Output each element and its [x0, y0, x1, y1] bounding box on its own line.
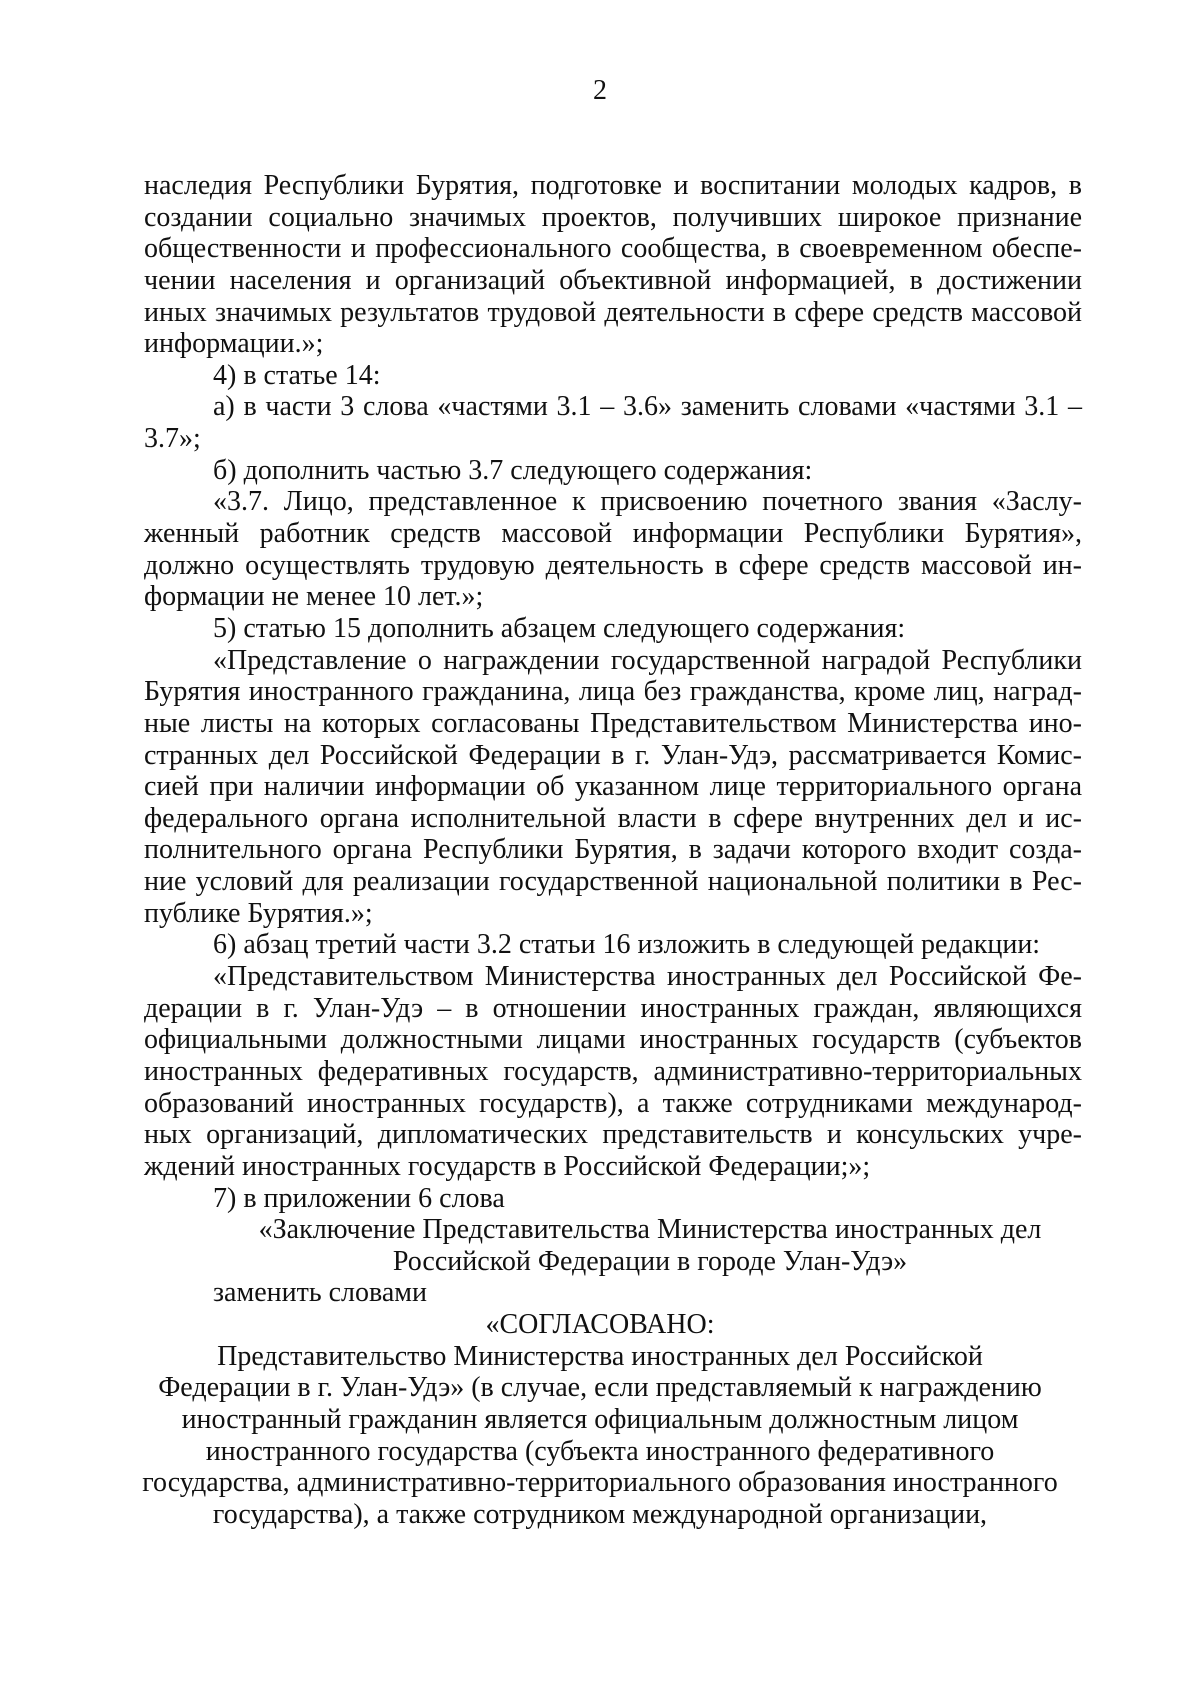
- text-line: заменить словами: [213, 1277, 427, 1309]
- text-line: б) дополнить частью 3.7 следующего содержания:: [213, 454, 813, 486]
- text-line-centered: Представительство Министерства иностранных дел Российской: [217, 1340, 983, 1372]
- text-line: чении населения и организаций объективной информацией, в достижении: [144, 264, 1082, 296]
- text-line: ных организаций, дипломатических представительств и консульских учре-: [144, 1119, 1082, 1151]
- text-line: информации.»;: [144, 328, 324, 360]
- text-line: иных значимых результатов трудовой деятельности в сфере средств массовой: [144, 296, 1082, 328]
- text-line: 5) статью 15 дополнить абзацем следующего содержания:: [213, 612, 906, 644]
- text-line-centered: иностранного государства (субъекта иностранного федеративного: [205, 1435, 995, 1467]
- text-line: женный работник средств массовой информации Республики Бурятия»,: [144, 518, 1082, 550]
- text-line-centered: государства, административно-территориального образования иностранного: [142, 1467, 1058, 1499]
- text-line: ные листы на которых согласованы Представительством Министерства ино-: [144, 707, 1082, 739]
- page-number: 2: [593, 75, 607, 106]
- text-line: полнительного органа Республики Бурятия, в задачи которого входит созда-: [144, 834, 1082, 866]
- text-line: 3.7»;: [144, 423, 201, 455]
- text-line: «Представление о награждении государственной наградой Республики: [213, 644, 1082, 676]
- text-line: иностранных федеративных государств, административно-территориальных: [144, 1055, 1082, 1087]
- text-line: ждений иностранных государств в Российской Федерации;»;: [144, 1150, 871, 1182]
- text-line: публике Бурятия.»;: [144, 897, 373, 929]
- text-line: «Представительством Министерства иностранных дел Российской Фе-: [213, 961, 1082, 993]
- text-line: а) в части 3 слова «частями 3.1 – 3.6» заменить словами «частями 3.1 –: [213, 391, 1082, 423]
- text-line: федерального органа исполнительной власти в сфере внутренних дел и ис-: [144, 802, 1082, 834]
- text-line-centered: иностранный гражданин является официальным должностным лицом: [181, 1403, 1019, 1435]
- text-line: 7) в приложении 6 слова: [213, 1182, 505, 1214]
- text-line: должно осуществлять трудовую деятельность в сфере средств массовой ин-: [144, 549, 1082, 581]
- text-line-centered: «Заключение Представительства Министерства иностранных дел: [258, 1214, 1042, 1246]
- text-line: дерации в г. Улан-Удэ – в отношении иностранных граждан, являющихся: [144, 992, 1082, 1024]
- text-line-centered: Федерации в г. Улан-Удэ» (в случае, если представляемый к награждению: [158, 1372, 1042, 1404]
- text-line-centered: «СОГЛАСОВАНО:: [485, 1309, 715, 1341]
- text-line: образований иностранных государств), а также сотрудниками международ-: [144, 1087, 1082, 1119]
- text-line: наследия Республики Бурятия, подготовке и воспитании молодых кадров, в: [144, 170, 1082, 201]
- text-line: создании социально значимых проектов, получивших широкое признание: [144, 201, 1082, 233]
- text-line: Бурятия иностранного гражданина, лица без гражданства, кроме лиц, наград-: [144, 676, 1082, 708]
- text-line: ние условий для реализации государственной национальной политики в Рес-: [144, 866, 1082, 898]
- text-line: общественности и профессионального сообщества, в своевременном обеспе-: [144, 233, 1082, 265]
- text-line: 4) в статье 14:: [213, 359, 381, 391]
- text-line: странных дел Российской Федерации в г. Улан-Удэ, рассматривается Комис-: [144, 739, 1082, 771]
- text-line: 6) абзац третий части 3.2 статьи 16 изложить в следующей редакции:: [213, 929, 1041, 961]
- document-body: [0, 170, 1200, 1531]
- text-line: формации не менее 10 лет.»;: [144, 581, 484, 613]
- text-line-centered: государства), а также сотрудником международной организации,: [212, 1498, 988, 1530]
- text-line: официальными должностными лицами иностранных государств (субъектов: [144, 1024, 1082, 1056]
- text-line: сией при наличии информации об указанном лице территориального органа: [144, 771, 1082, 803]
- text-line: «3.7. Лицо, представленное к присвоению почетного звания «Заслу-: [213, 486, 1082, 518]
- text-line-centered: Российской Федерации в городе Улан-Удэ»: [392, 1245, 908, 1277]
